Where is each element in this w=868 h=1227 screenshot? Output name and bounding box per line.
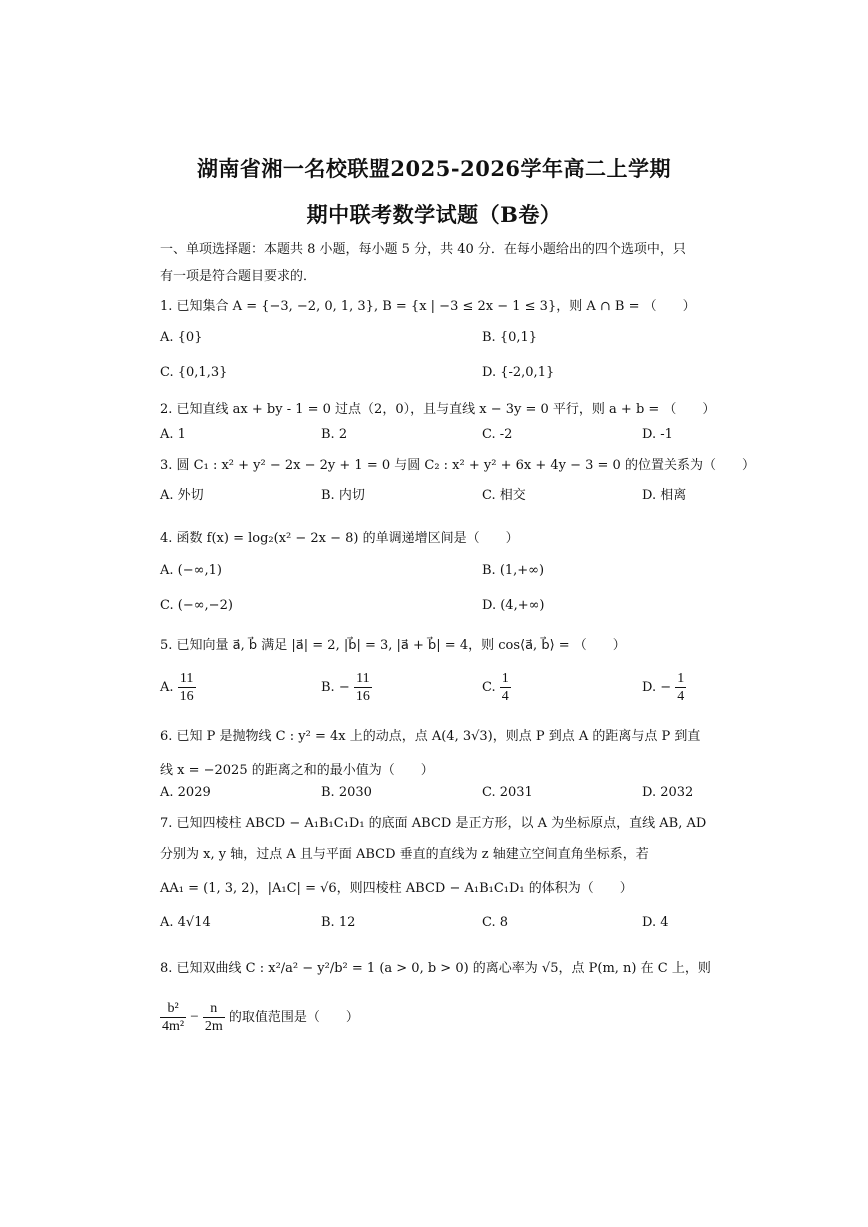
question-4-option-b: B. (1,+∞) <box>482 563 545 578</box>
fraction-denominator: 16 <box>355 689 370 704</box>
fraction-n-over-2m <box>203 1000 225 1035</box>
question-8-stem-line-2 <box>160 1000 359 1035</box>
question-6-option-d: D. 2032 <box>642 785 694 800</box>
question-1-option-b: B. {0,1} <box>482 330 538 345</box>
question-1-option-d: D. {-2,0,1} <box>482 365 555 380</box>
fraction-numerator: b² <box>160 1000 186 1018</box>
question-5-option-a <box>160 670 196 705</box>
minus-sign: − <box>190 1009 199 1025</box>
question-6-option-b: B. 2030 <box>321 785 372 800</box>
question-7-option-c: C. 8 <box>482 915 509 930</box>
fraction <box>675 670 686 705</box>
question-1-stem: 1. 已知集合 A = {−3, −2, 0, 1, 3}, B = {x | −3 ≤ 2x − 1 ≤ 3}，则 A ∩ B = （ ） <box>160 299 696 314</box>
question-7-option-a: A. 4√14 <box>160 915 211 930</box>
option-label: A. <box>160 680 174 695</box>
question-5-stem: 5. 已知向量 a⃗, b⃗ 满足 |a⃗| = 2, |b⃗| = 3, |a⃗ + b⃗| = 4，则 cos⟨a⃗, b⃗⟩ = （ ） <box>160 638 626 653</box>
question-6-stem-line-2: 线 x = −2025 的距离之和的最小值为（ ） <box>160 763 434 778</box>
question-4-option-d: D. (4,+∞) <box>482 598 545 613</box>
question-5-option-b <box>321 670 372 705</box>
question-6-option-c: C. 2031 <box>482 785 533 800</box>
fraction-b2-over-4m2 <box>160 1000 186 1035</box>
fraction-numerator: n <box>203 1000 225 1018</box>
fraction-denominator: 4 <box>677 689 685 704</box>
exam-title-line-2: 期中联考数学试题（B卷） <box>306 202 562 227</box>
question-1-option-a: A. {0} <box>160 330 203 345</box>
question-2-option-c: C. -2 <box>482 427 513 442</box>
fraction <box>354 670 372 705</box>
fraction <box>500 670 511 705</box>
section-intro-line-2: 有一项是符合题目要求的． <box>160 269 317 284</box>
question-6-option-a: A. 2029 <box>160 785 211 800</box>
question-5-option-c <box>482 670 511 705</box>
question-8-stem-tail: 的取值范围是（ ） <box>228 1010 359 1025</box>
question-3-option-b: B. 内切 <box>321 488 365 503</box>
question-2-option-a: A. 1 <box>160 427 186 442</box>
question-4-stem: 4. 函数 f(x) = log₂(x² − 2x − 8) 的单调递增区间是（ ） <box>160 531 519 546</box>
fraction <box>178 670 196 705</box>
question-3-option-c: C. 相交 <box>482 488 526 503</box>
option-sign: − <box>660 680 672 695</box>
question-1-option-c: C. {0,1,3} <box>160 365 228 380</box>
option-label: C. <box>482 680 496 695</box>
question-6-stem-line-1: 6. 已知 P 是抛物线 C : y² = 4x 上的动点，点 A(4, 3√3)，则点 P 到点 A 的距离与点 P 到直 <box>160 729 701 744</box>
question-4-option-c: C. (−∞,−2) <box>160 598 233 613</box>
fraction-denominator: 2m <box>204 1019 223 1034</box>
option-label: B. <box>321 680 335 695</box>
fraction-denominator: 4 <box>501 689 509 704</box>
exam-title-line-1: 湖南省湘一名校联盟2025-2026学年高二上学期 <box>196 156 672 181</box>
question-3-option-a: A. 外切 <box>160 488 204 503</box>
question-2-option-b: B. 2 <box>321 427 348 442</box>
question-3-option-d: D. 相离 <box>642 488 687 503</box>
question-5-option-d <box>642 670 686 705</box>
fraction-numerator: 11 <box>178 670 196 688</box>
fraction-numerator: 1 <box>677 671 685 686</box>
question-2-stem: 2. 已知直线 ax + by - 1 = 0 过点（2，0），且与直线 x − 3y = 0 平行，则 a + b = （ ） <box>160 402 716 417</box>
question-8-stem-line-1: 8. 已知双曲线 C : x²/a² − y²/b² = 1 (a > 0, b > 0) 的离心率为 √5，点 P(m, n) 在 C 上，则 <box>160 961 711 976</box>
fraction-denominator: 16 <box>179 689 194 704</box>
question-4-option-a: A. (−∞,1) <box>160 563 222 578</box>
question-7-option-d: D. 4 <box>642 915 669 930</box>
section-intro-line-1: 一、单项选择题：本题共 8 小题，每小题 5 分，共 40 分．在每小题给出的四个选项中，只 <box>160 242 686 257</box>
question-7-stem-line-2: 分别为 x, y 轴，过点 A 且与平面 ABCD 垂直的直线为 z 轴建立空间直角坐标系，若 <box>160 847 649 862</box>
option-sign: − <box>338 680 350 695</box>
fraction-numerator: 1 <box>501 671 509 686</box>
question-3-stem: 3. 圆 C₁ : x² + y² − 2x − 2y + 1 = 0 与圆 C₂ : x² + y² + 6x + 4y − 3 = 0 的位置关系为（ ） <box>160 458 755 473</box>
question-2-option-d: D. -1 <box>642 427 673 442</box>
question-7-option-b: B. 12 <box>321 915 356 930</box>
question-7-stem-line-1: 7. 已知四棱柱 ABCD − A₁B₁C₁D₁ 的底面 ABCD 是正方形，以 A 为坐标原点，直线 AB, AD <box>160 816 707 831</box>
option-label: D. <box>642 680 657 695</box>
fraction-numerator: 11 <box>354 670 372 688</box>
fraction-denominator: 4m² <box>162 1019 185 1034</box>
question-7-stem-line-3: AA₁ = (1, 3, 2)，|A₁C| = √6，则四棱柱 ABCD − A₁B₁C₁D₁ 的体积为（ ） <box>160 881 633 896</box>
